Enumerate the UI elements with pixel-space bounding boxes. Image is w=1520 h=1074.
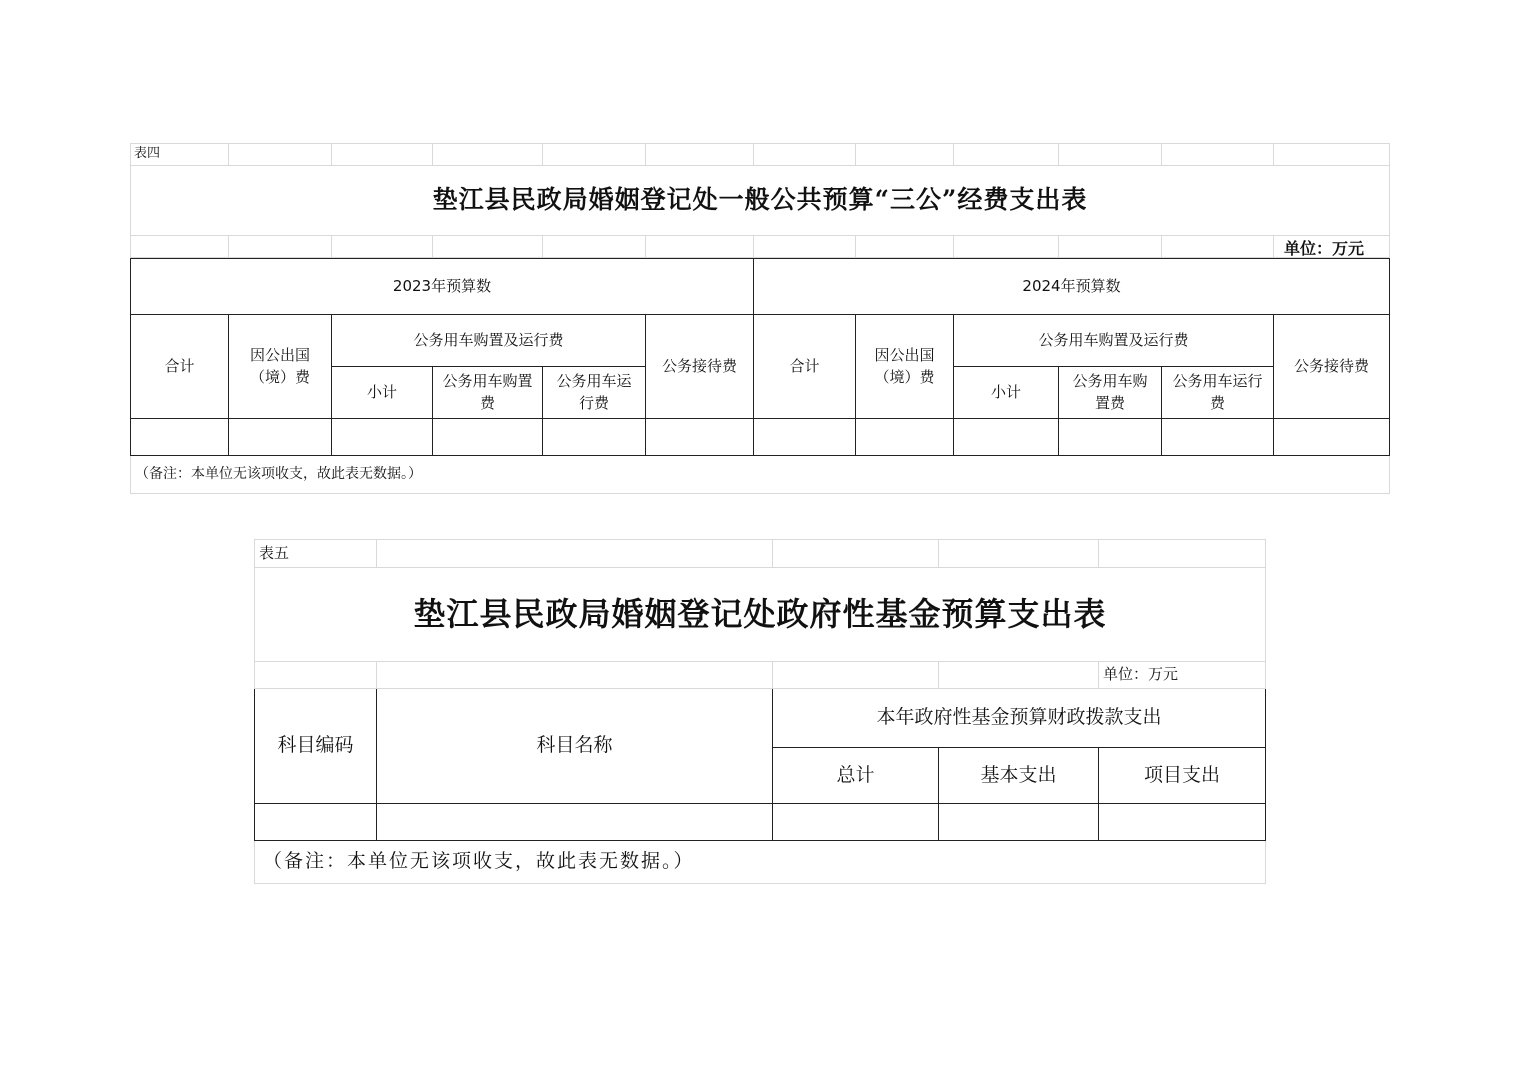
col-operation-2023: 公务用车运 行费 bbox=[543, 367, 646, 419]
table-note: （备注：本单位无该项收支，故此表无数据。） bbox=[131, 456, 1390, 494]
col-abroad-2023: 因公出国 （境）费 bbox=[229, 315, 332, 419]
col-subtotal-2023: 小计 bbox=[332, 367, 433, 419]
col-subject-name: 科目名称 bbox=[377, 689, 773, 804]
table-title: 垫江县民政局婚姻登记处一般公共预算“三公”经费支出表 bbox=[131, 166, 1390, 236]
col-reception-2024: 公务接待费 bbox=[1274, 315, 1390, 419]
table-row bbox=[131, 419, 1390, 456]
table-row bbox=[255, 804, 1266, 841]
table-note: （备注：本单位无该项收支，故此表无数据。） bbox=[255, 841, 1266, 884]
unit-label-table4: 单位：万元 bbox=[1284, 239, 1365, 258]
col-total-2023: 合计 bbox=[131, 315, 229, 419]
col-reception-2023: 公务接待费 bbox=[646, 315, 754, 419]
group-header-2023: 2023年预算数 bbox=[131, 259, 754, 315]
col-vehicle-2024: 公务用车购置及运行费 bbox=[954, 315, 1274, 367]
col-total-2024: 合计 bbox=[754, 315, 856, 419]
col-vehicle-2023: 公务用车购置及运行费 bbox=[332, 315, 646, 367]
col-basic-expenditure: 基本支出 bbox=[939, 748, 1099, 804]
col-purchase-2024: 公务用车购 置费 bbox=[1059, 367, 1162, 419]
col-operation-2024: 公务用车运行 费 bbox=[1162, 367, 1274, 419]
col-group-fund-expenditure: 本年政府性基金预算财政拨款支出 bbox=[773, 689, 1266, 748]
col-total: 总计 bbox=[773, 748, 939, 804]
table-five bbox=[254, 539, 1266, 884]
unit-label: 单位：万元 bbox=[1099, 662, 1266, 689]
table-title: 垫江县民政局婚姻登记处政府性基金预算支出表 bbox=[255, 568, 1266, 662]
table-label: 表四 bbox=[131, 144, 229, 166]
table-label: 表五 bbox=[255, 540, 377, 568]
group-header-2024: 2024年预算数 bbox=[754, 259, 1390, 315]
col-purchase-2023: 公务用车购置 费 bbox=[433, 367, 543, 419]
col-subject-code: 科目编码 bbox=[255, 689, 377, 804]
col-abroad-2024: 因公出国 （境）费 bbox=[856, 315, 954, 419]
col-subtotal-2024: 小计 bbox=[954, 367, 1059, 419]
col-project-expenditure: 项目支出 bbox=[1099, 748, 1266, 804]
table-four bbox=[130, 143, 1390, 494]
